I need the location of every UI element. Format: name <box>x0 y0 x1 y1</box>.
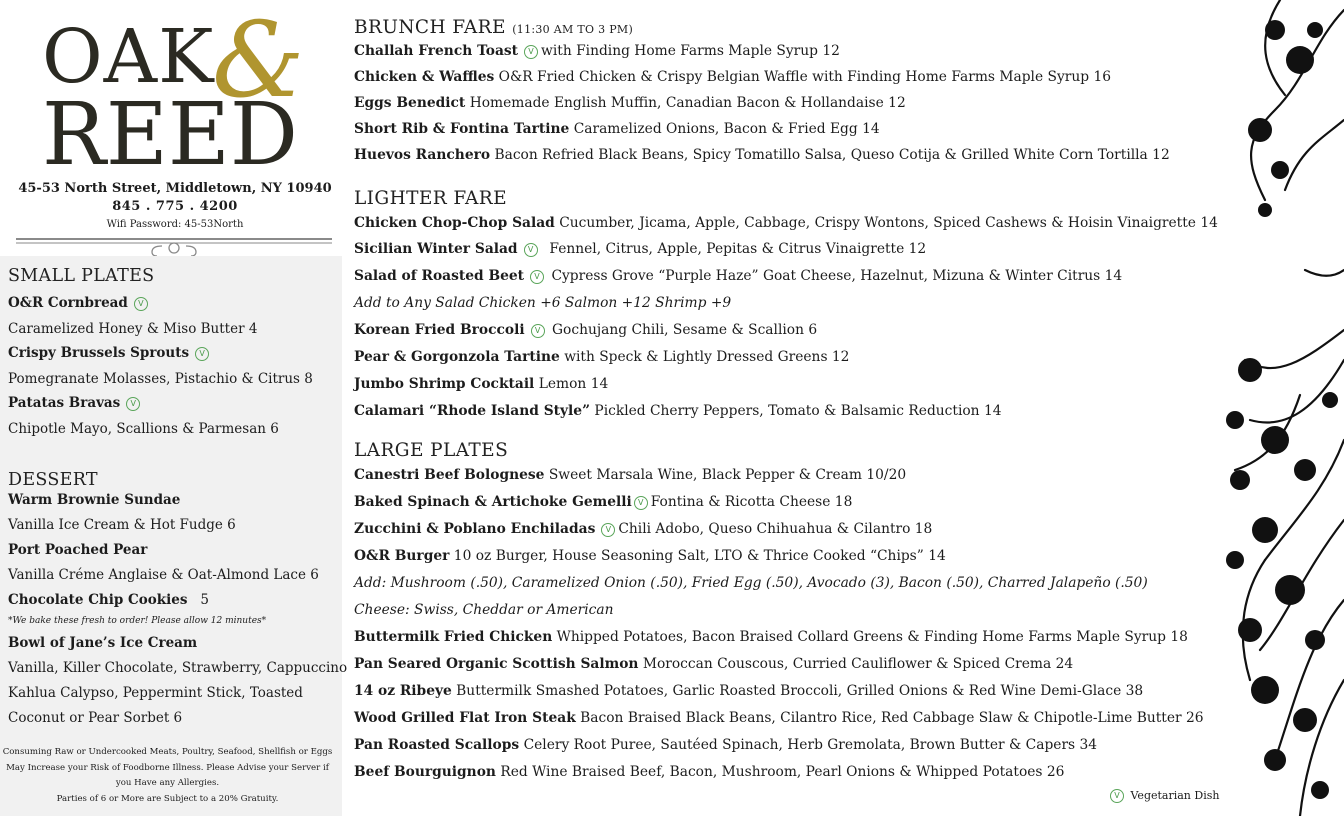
cheese-addon: Cheese: Swiss, Cheddar or American <box>354 602 614 618</box>
menu-item: O&R Burger 10 oz Burger, House Seasoning Salt, LTO & Thrice Cooked “Chips” 14 <box>354 548 946 564</box>
vegetarian-leaf-icon: V <box>195 347 209 361</box>
menu-item: Short Rib & Fontina Tartine Caramelized Onions, Bacon & Fried Egg 14 <box>354 121 880 137</box>
menu-item: Salad of Roasted Beet V Cypress Grove “Purple Haze” Goat Cheese, Hazelnut, Mizuna & Winter Citrus 14 <box>354 268 1123 284</box>
logo-ampersand: & <box>212 14 305 121</box>
vegetarian-leaf-icon: V <box>1110 789 1124 803</box>
dessert-desc: Vanilla Créme Anglaise & Oat-Almond Lace 6 <box>8 567 319 583</box>
vegetarian-leaf-icon: V <box>524 45 538 59</box>
small-plate-desc: Pomegranate Molasses, Pistachio & Citrus 8 <box>8 371 313 387</box>
burger-addon: Add: Mushroom (.50), Caramelized Onion (.50), Fried Egg (.50), Avocado (3), Bacon (.50), Charred Jalapeño (.50) <box>354 575 1148 591</box>
vegetarian-leaf-icon: V <box>530 270 544 284</box>
menu-item: Pan Roasted Scallops Celery Root Puree, Sautéed Spinach, Herb Gremolata, Brown Butter & Capers 34 <box>354 737 1098 753</box>
menu-item: Jumbo Shrimp Cocktail Lemon 14 <box>354 376 609 392</box>
menu-item: Pan Seared Organic Scottish Salmon Moroccan Couscous, Curried Cauliflower & Spiced Crema 24 <box>354 656 1074 672</box>
dessert-desc: Vanilla Ice Cream & Hot Fudge 6 <box>8 517 236 533</box>
menu-item: Calamari “Rhode Island Style” Pickled Cherry Peppers, Tomato & Balsamic Reduction 14 <box>354 403 1002 419</box>
dessert-name: Port Poached Pear <box>8 542 148 558</box>
menu-item: Huevos Ranchero Bacon Refried Black Beans, Spicy Tomatillo Salsa, Queso Cotija & Grilled White Corn Tortilla 12 <box>354 147 1170 163</box>
vegetarian-leaf-icon: V <box>134 297 148 311</box>
menu-item: Chicken & Waffles O&R Fried Chicken & Crispy Belgian Waffle with Finding Home Farms Maple Syrup 16 <box>354 69 1112 85</box>
dessert-desc: Coconut or Pear Sorbet 6 <box>8 710 183 726</box>
salad-addon: Add to Any Salad Chicken +6 Salmon +12 Shrimp +9 <box>354 295 732 311</box>
menu-item: Pear & Gorgonzola Tartine with Speck & Lightly Dressed Greens 12 <box>354 349 850 365</box>
menu-item: Sicilian Winter Salad V Fennel, Citrus, Apple, Pepitas & Citrus Vinaigrette 12 <box>354 241 927 257</box>
dessert-name: Bowl of Jane’s Ice Cream <box>8 635 198 651</box>
small-plate-desc: Chipotle Mayo, Scallions & Parmesan 6 <box>8 421 279 437</box>
vegetarian-leaf-icon: V <box>531 324 545 338</box>
menu-item: Eggs Benedict Homemade English Muffin, Canadian Bacon & Hollandaise 12 <box>354 95 906 111</box>
menu-item: Canestri Beef Bolognese Sweet Marsala Wine, Black Pepper & Cream 10/20 <box>354 467 907 483</box>
logo-line2: REED <box>42 85 298 170</box>
dessert-name: Warm Brownie Sundae <box>8 492 181 508</box>
small-plates-heading: SMALL PLATES <box>8 266 155 286</box>
side-panel <box>0 256 342 816</box>
dessert-heading: DESSERT <box>8 470 98 490</box>
logo-line1: OAK <box>42 14 215 100</box>
menu-item: Baked Spinach & Artichoke Gemelli V Fontina & Ricotta Cheese 18 <box>354 494 853 510</box>
vegetarian-leaf-icon: V <box>126 397 140 411</box>
menu-item: Buttermilk Fried Chicken Whipped Potatoes, Bacon Braised Collard Greens & Finding Home Farms Maple Syrup 18 <box>354 629 1188 645</box>
lighter-heading: LIGHTER FARE <box>354 188 507 209</box>
menu-item: Beef Bourguignon Red Wine Braised Beef, Bacon, Mushroom, Pearl Onions & Whipped Potatoes 26 <box>354 764 1065 780</box>
address-phone: 845 . 775 . 4200 <box>112 199 238 214</box>
menu-item: Challah French Toast V with Finding Home Farms Maple Syrup 12 <box>354 43 840 59</box>
dessert-note: *We bake these fresh to order! Please allow 12 minutes* <box>8 616 267 626</box>
wifi-password: Wifi Password: 45-53North <box>106 219 244 230</box>
ornamental-divider <box>16 234 332 256</box>
small-plate-desc: Caramelized Honey & Miso Butter 4 <box>8 321 258 337</box>
allergy-disclaimer: Consuming Raw or Undercooked Meats, Poultry, Seafood, Shellfish or Eggs May Increase your Risk of Foodborne Illness. Please Advise your Server if you Have any Allergies. Parties of 6 or More are Subject to a 20% Gratuity. <box>2 747 333 804</box>
small-plate-name: O&R Cornbread V <box>8 295 151 311</box>
vegetarian-leaf-icon: V <box>634 496 648 510</box>
address-street: 45-53 North Street, Middletown, NY 10940 <box>18 181 332 196</box>
menu-item: 14 oz Ribeye Buttermilk Smashed Potatoes, Garlic Roasted Broccoli, Grilled Onions & Red Wine Demi-Glace 38 <box>354 683 1144 699</box>
dessert-desc: Kahlua Calypso, Peppermint Stick, Toasted <box>8 685 303 701</box>
large-plates-heading: LARGE PLATES <box>354 440 509 461</box>
dessert-desc: Vanilla, Killer Chocolate, Strawberry, Cappuccino <box>8 660 348 676</box>
menu-item: Korean Fried Broccoli V Gochujang Chili, Sesame & Scallion 6 <box>354 322 818 338</box>
small-plate-name: Patatas Bravas V <box>8 395 143 411</box>
tree-illustration <box>1205 0 1344 816</box>
menu-item: Chicken Chop-Chop Salad Cucumber, Jicama, Apple, Cabbage, Crispy Wontons, Spiced Cashews & Hoisin Vinaigrette 14 <box>354 215 1218 231</box>
vegetarian-leaf-icon: V <box>524 243 538 257</box>
small-plate-name: Crispy Brussels Sprouts V <box>8 345 212 361</box>
menu-item: Wood Grilled Flat Iron Steak Bacon Braised Black Beans, Cilantro Rice, Red Cabbage Slaw & Chipotle-Lime Butter 26 <box>354 710 1204 726</box>
menu-item: Zucchini & Poblano Enchiladas V Chili Adobo, Queso Chihuahua & Cilantro 18 <box>354 521 933 537</box>
vegetarian-legend: V Vegetarian Dish <box>1110 789 1219 803</box>
oak-reed-logo <box>40 14 310 170</box>
vegetarian-leaf-icon: V <box>601 523 615 537</box>
left-column <box>0 0 348 816</box>
dessert-name: Chocolate Chip Cookies 5 <box>8 592 209 608</box>
brunch-heading: BRUNCH FARE (11:30 AM TO 3 PM) <box>354 17 634 38</box>
